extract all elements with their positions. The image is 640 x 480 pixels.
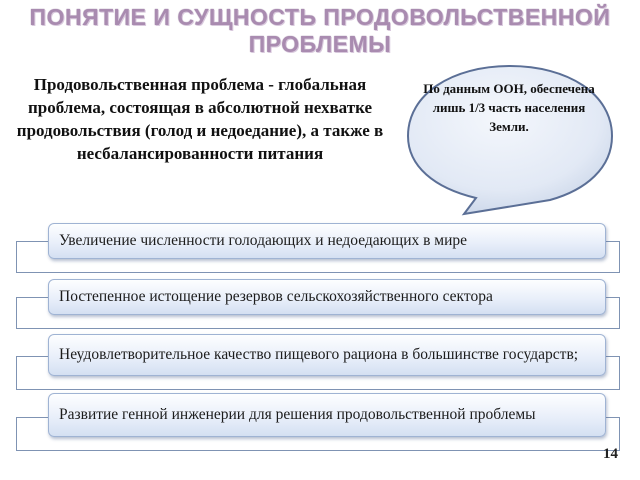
item-bar: Неудовлетворительное качество пищевого рациона в большинстве государств; [48, 334, 606, 376]
list-item [16, 393, 620, 451]
definition-text: Продовольственная проблема - глобальная проблема, состоящая в абсолютной нехватке продовольствия (голод и недоедание), а также в несбалансированности питания [16, 75, 384, 163]
page-number: 14 [603, 446, 618, 462]
list-item [16, 279, 620, 329]
callout-text: По данным ООН, обеспечена лишь 1/3 часть населения Земли. [423, 81, 595, 134]
item-bar: Развитие генной инженерии для решения продовольственной проблемы [48, 393, 606, 437]
list-item [16, 334, 620, 390]
list-item [16, 223, 620, 273]
item-bar: Увеличение численности голодающих и недоедающих в мире [48, 223, 606, 259]
slide-title: ПОНЯТИЕ И СУЩНОСТЬ ПРОДОВОЛЬСТВЕННОЙ ПРОБЛЕМЫ [29, 4, 611, 57]
item-bar: Постепенное истощение резервов сельскохозяйственного сектора [48, 279, 606, 315]
